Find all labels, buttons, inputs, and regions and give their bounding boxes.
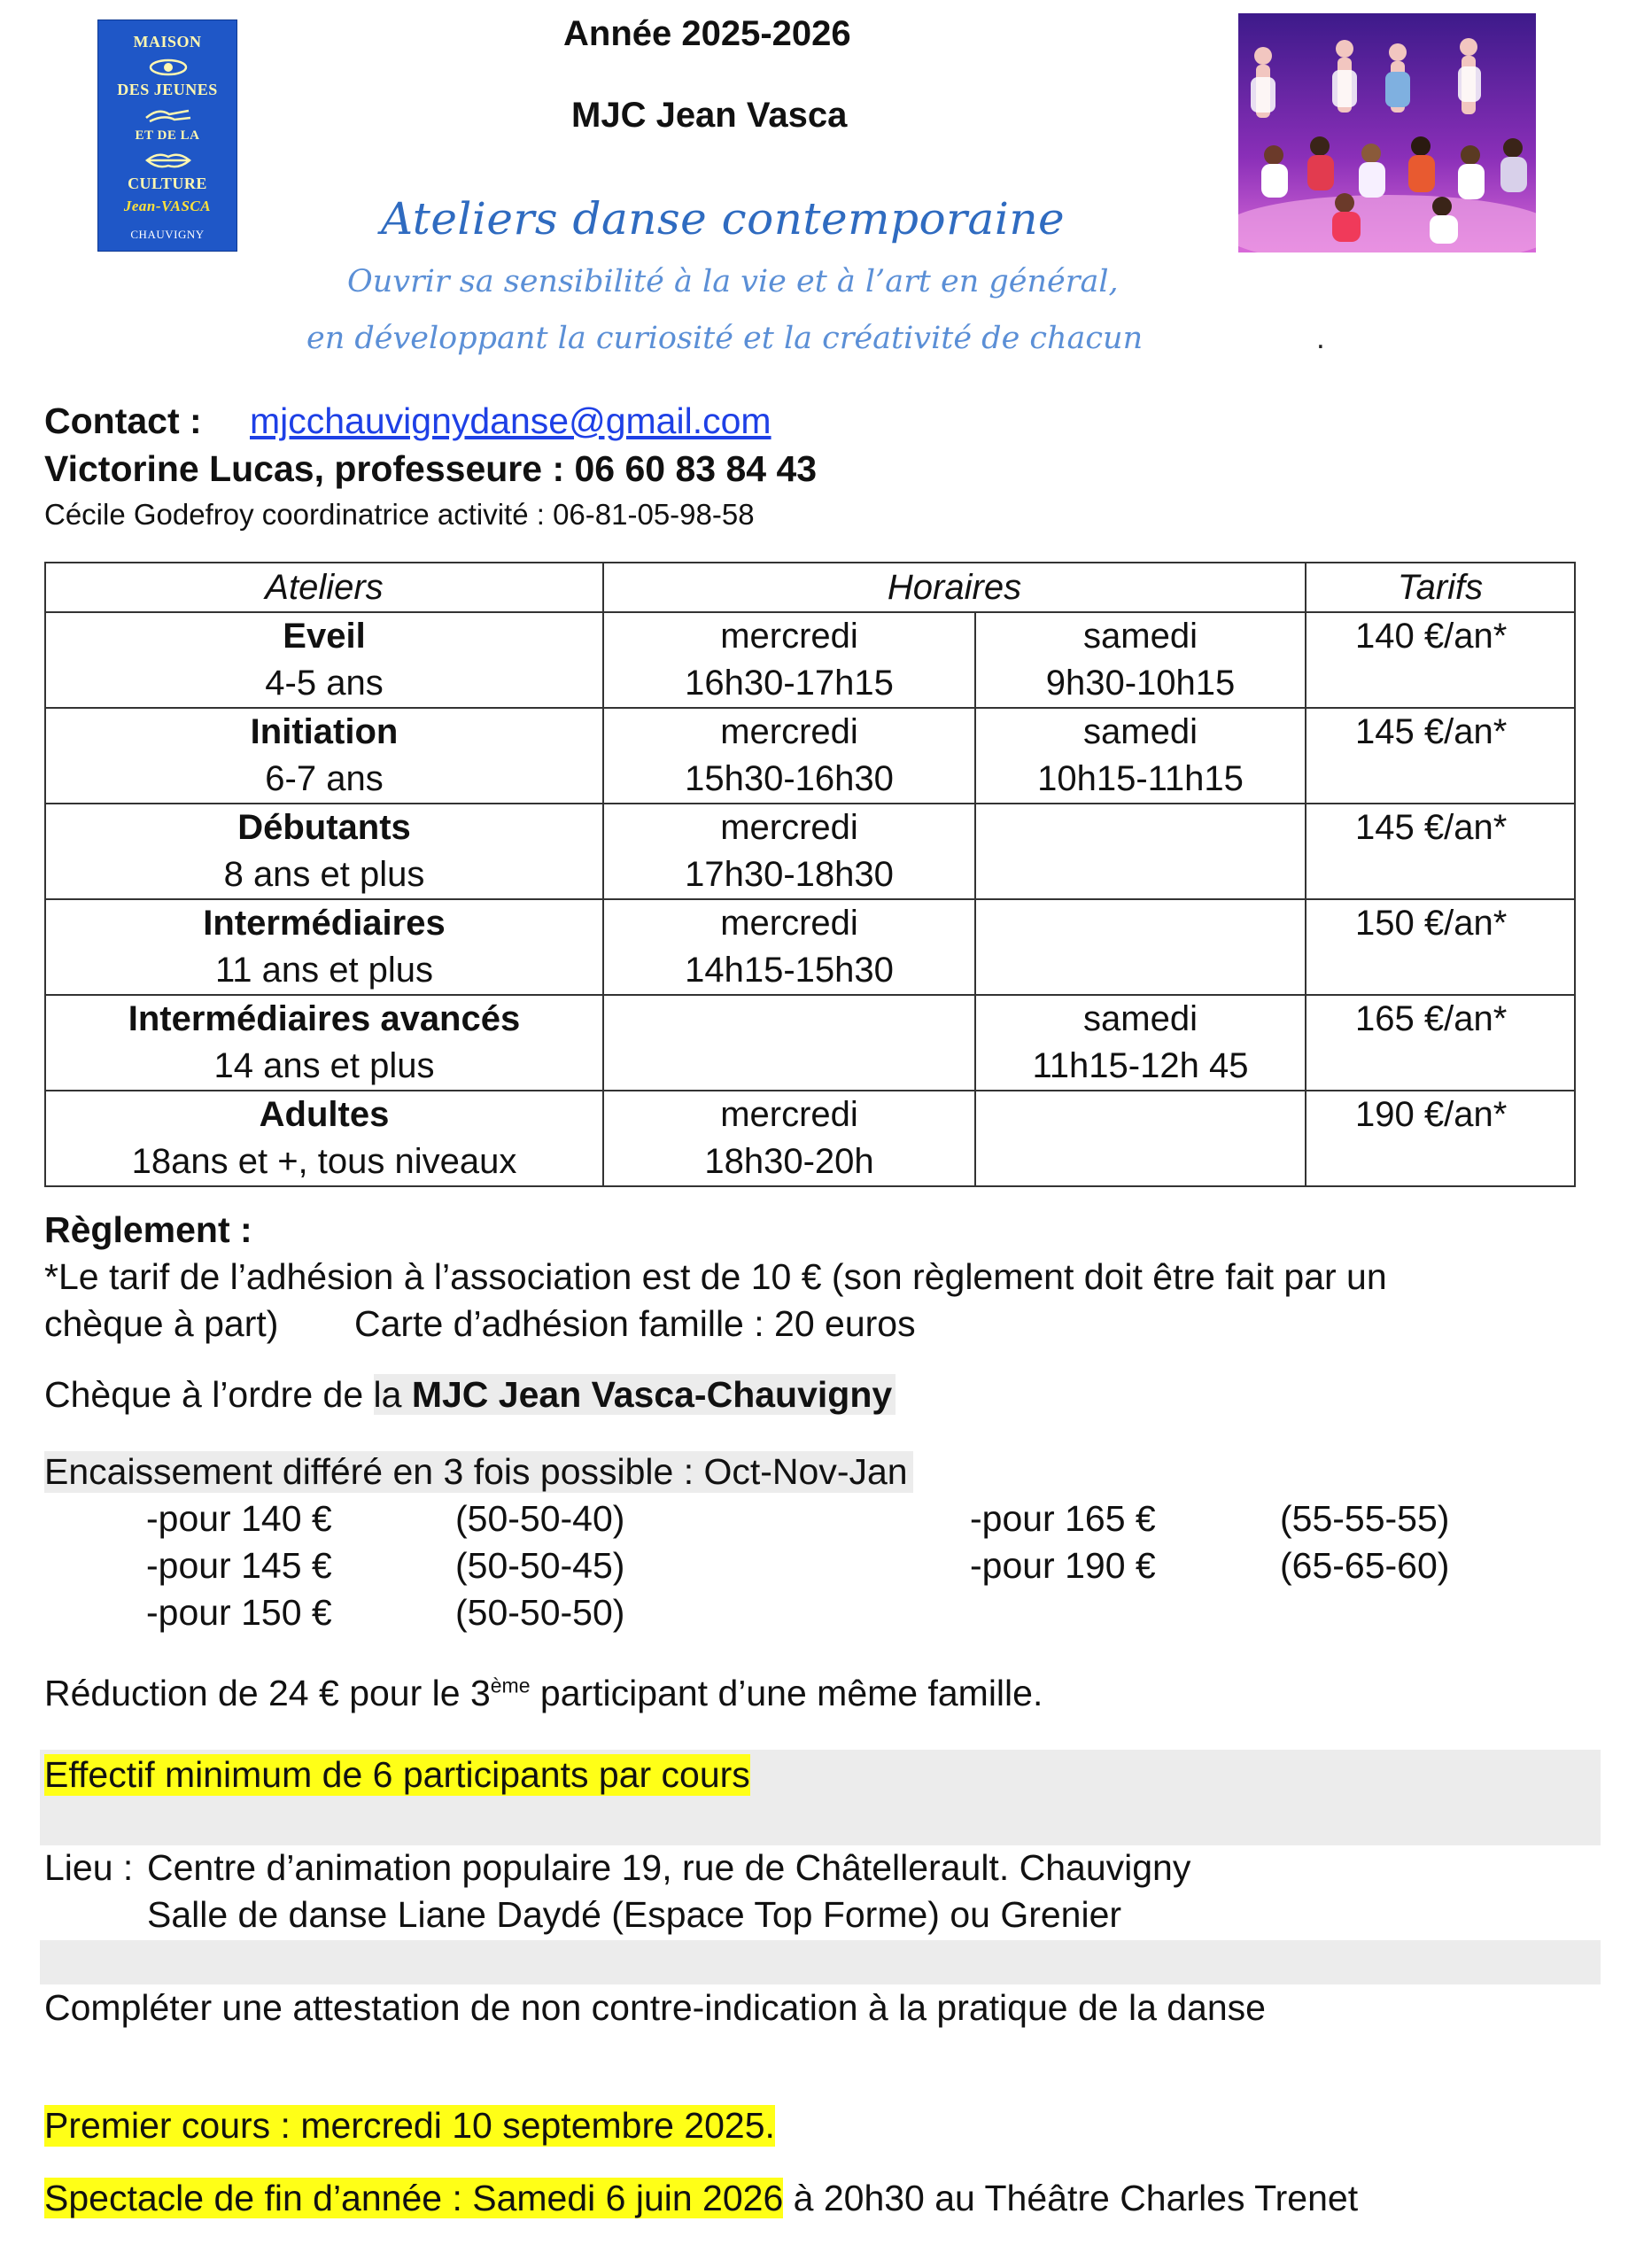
installment-label: -pour 190 €: [970, 1545, 1156, 1586]
saturday-day: samedi: [1083, 712, 1198, 751]
reduction-line: [44, 1673, 1043, 1714]
wednesday-day: mercredi: [720, 617, 858, 656]
installment-split: (65-65-60): [1280, 1545, 1450, 1586]
wednesday-day: mercredi: [720, 808, 858, 847]
coordinator-contact: Cécile Godefroy coordinatrice activité : 06-81-05-98-58: [44, 498, 755, 531]
saturday-cell: [975, 708, 1306, 804]
installment-split: (50-50-50): [455, 1592, 625, 1633]
atelier-age: 6-7 ans: [265, 759, 384, 798]
attestation-notice: Compléter une attestation de non contre-indication à la pratique de la danse: [44, 1987, 1266, 2028]
teacher-contact: Victorine Lucas, professeure : 06 60 83 84 43: [44, 448, 818, 489]
price-cell: 150 €/an*: [1306, 899, 1575, 995]
adhesion-line-1: *Le tarif de l’adhésion à l’association est de 10 € (son règlement doit être fait par un: [44, 1256, 1387, 1297]
wednesday-cell: [603, 612, 975, 708]
subtitle-period: .: [1316, 321, 1325, 355]
wednesday-day: mercredi: [720, 1095, 858, 1134]
saturday-day: samedi: [1083, 999, 1198, 1038]
premier-cours-notice: Premier cours : mercredi 10 septembre 2025.: [44, 2105, 775, 2146]
atelier-name: Eveil: [283, 617, 366, 656]
atelier-name: Intermédiaires: [203, 904, 446, 943]
encaissement-line: Encaissement différé en 3 fois possible : Oct-Nov-Jan: [44, 1451, 913, 1493]
reduction-superscript: ème: [490, 1674, 531, 1697]
lieu-room: Salle de danse Liane Daydé (Espace Top Forme) ou Grenier: [147, 1894, 1122, 1935]
atelier-cell: [45, 899, 603, 995]
wednesday-cell: [603, 1091, 975, 1186]
table-row: [45, 899, 1575, 995]
reduction-text-b: participant d’une même famille.: [530, 1673, 1043, 1713]
cheque-la: la: [373, 1374, 412, 1415]
atelier-age: 18ans et +, tous niveaux: [131, 1142, 517, 1181]
lieu-shading: [40, 1940, 1601, 1984]
eye-icon: [148, 58, 189, 77]
cheque-line: [44, 1374, 896, 1416]
saturday-cell: [975, 995, 1306, 1091]
table-row: [45, 995, 1575, 1091]
org-heading: MJC Jean Vasca: [571, 96, 848, 135]
page-title: Ateliers danse contemporaine: [381, 193, 1066, 245]
dance-photo: [1238, 13, 1536, 252]
spectacle-highlight: Spectacle de fin d’année : Samedi 6 juin 2026: [44, 2178, 784, 2218]
wednesday-time: 16h30-17h15: [685, 664, 894, 703]
table-header-row: [45, 563, 1575, 612]
wednesday-day: mercredi: [720, 904, 858, 943]
price-cell: 190 €/an*: [1306, 1091, 1575, 1186]
lips-icon: [144, 151, 192, 169]
price-cell: 165 €/an*: [1306, 995, 1575, 1091]
header-ateliers: Ateliers: [45, 563, 603, 612]
saturday-time: 10h15-11h15: [1037, 759, 1244, 798]
contact-label: Contact :: [44, 400, 202, 441]
wednesday-time: 17h30-18h30: [685, 855, 894, 894]
schedule-table: [44, 562, 1576, 1187]
wednesday-cell: [603, 995, 975, 1091]
atelier-age: 4-5 ans: [265, 664, 384, 703]
hands-icon: [143, 104, 194, 125]
logo-text-chauvigny: CHAUVIGNY: [130, 228, 205, 241]
atelier-name: Adultes: [259, 1095, 390, 1134]
installment-label: -pour 145 €: [146, 1545, 332, 1586]
installment-label: -pour 150 €: [146, 1592, 332, 1633]
wednesday-time: 15h30-16h30: [685, 759, 894, 798]
lieu-label: Lieu :: [44, 1847, 134, 1888]
atelier-name: Débutants: [237, 808, 411, 847]
saturday-cell: [975, 612, 1306, 708]
table-row: [45, 708, 1575, 804]
table-row: [45, 1091, 1575, 1186]
installment-split: (50-50-40): [455, 1498, 625, 1539]
subtitle-line-1: Ouvrir sa sensibilité à la vie et à l’art en général,: [347, 264, 1119, 299]
atelier-age: 11 ans et plus: [214, 951, 434, 990]
saturday-day: samedi: [1083, 617, 1198, 656]
installment-label: -pour 165 €: [970, 1498, 1156, 1539]
atelier-name: Initiation: [250, 712, 399, 751]
mjc-logo: [97, 19, 237, 252]
wednesday-cell: [603, 708, 975, 804]
logo-text-etdela: ET DE LA: [135, 128, 200, 143]
subtitle-line-2: en développant la curiosité et la créativité de chacun: [306, 321, 1144, 356]
saturday-cell: [975, 899, 1306, 995]
cheque-prefix: Chèque à l’ordre de: [44, 1374, 374, 1415]
atelier-cell: [45, 612, 603, 708]
atelier-age: 14 ans et plus: [213, 1046, 435, 1085]
logo-text-culture: CULTURE: [128, 175, 207, 192]
atelier-cell: [45, 1091, 603, 1186]
header-tarifs: Tarifs: [1306, 563, 1575, 612]
installment-split: (50-50-45): [455, 1545, 625, 1586]
saturday-time: 9h30-10h15: [1045, 664, 1236, 703]
table-row: [45, 804, 1575, 899]
logo-text-maison: MAISON: [133, 33, 202, 50]
year-heading: Année 2025-2026: [563, 14, 851, 53]
saturday-time: 11h15-12h 45: [1032, 1046, 1249, 1085]
effectif-notice: Effectif minimum de 6 participants par cours: [44, 1754, 750, 1795]
logo-text-jeunes: DES JEUNES: [117, 81, 218, 98]
adhesion-line-2a: chèque à part): [44, 1303, 279, 1344]
wednesday-cell: [603, 899, 975, 995]
wednesday-cell: [603, 804, 975, 899]
saturday-cell: [975, 804, 1306, 899]
atelier-cell: [45, 804, 603, 899]
installment-split: (55-55-55): [1280, 1498, 1450, 1539]
lieu-address: Centre d’animation populaire 19, rue de Châtellerault. Chauvigny: [147, 1847, 1191, 1888]
contact-email-link[interactable]: mjcchauvignydanse@gmail.com: [250, 400, 771, 441]
price-cell: 145 €/an*: [1306, 804, 1575, 899]
price-cell: 145 €/an*: [1306, 708, 1575, 804]
wednesday-time: 14h15-15h30: [685, 951, 894, 990]
adhesion-line-2b: Carte d’adhésion famille : 20 euros: [354, 1303, 916, 1344]
atelier-name: Intermédiaires avancés: [128, 999, 521, 1038]
atelier-cell: [45, 995, 603, 1091]
table-row: [45, 612, 1575, 708]
logo-text-jeanvasca: Jean-VASCA: [123, 198, 212, 214]
cheque-highlight: [374, 1374, 896, 1415]
reduction-text-a: Réduction de 24 € pour le 3: [44, 1673, 491, 1713]
spectacle-line: [44, 2178, 1358, 2219]
atelier-age: 8 ans et plus: [223, 855, 425, 894]
installment-label: -pour 140 €: [146, 1498, 332, 1539]
wednesday-time: 18h30-20h: [704, 1142, 874, 1181]
wednesday-day: mercredi: [720, 712, 858, 751]
reglement-heading: Règlement :: [44, 1209, 252, 1250]
saturday-cell: [975, 1091, 1306, 1186]
cheque-payee: MJC Jean Vasca-Chauvigny: [411, 1374, 893, 1415]
spectacle-details: à 20h30 au Théâtre Charles Trenet: [783, 2178, 1359, 2218]
price-cell: 140 €/an*: [1306, 612, 1575, 708]
header-horaires: Horaires: [603, 563, 1306, 612]
atelier-cell: [45, 708, 603, 804]
